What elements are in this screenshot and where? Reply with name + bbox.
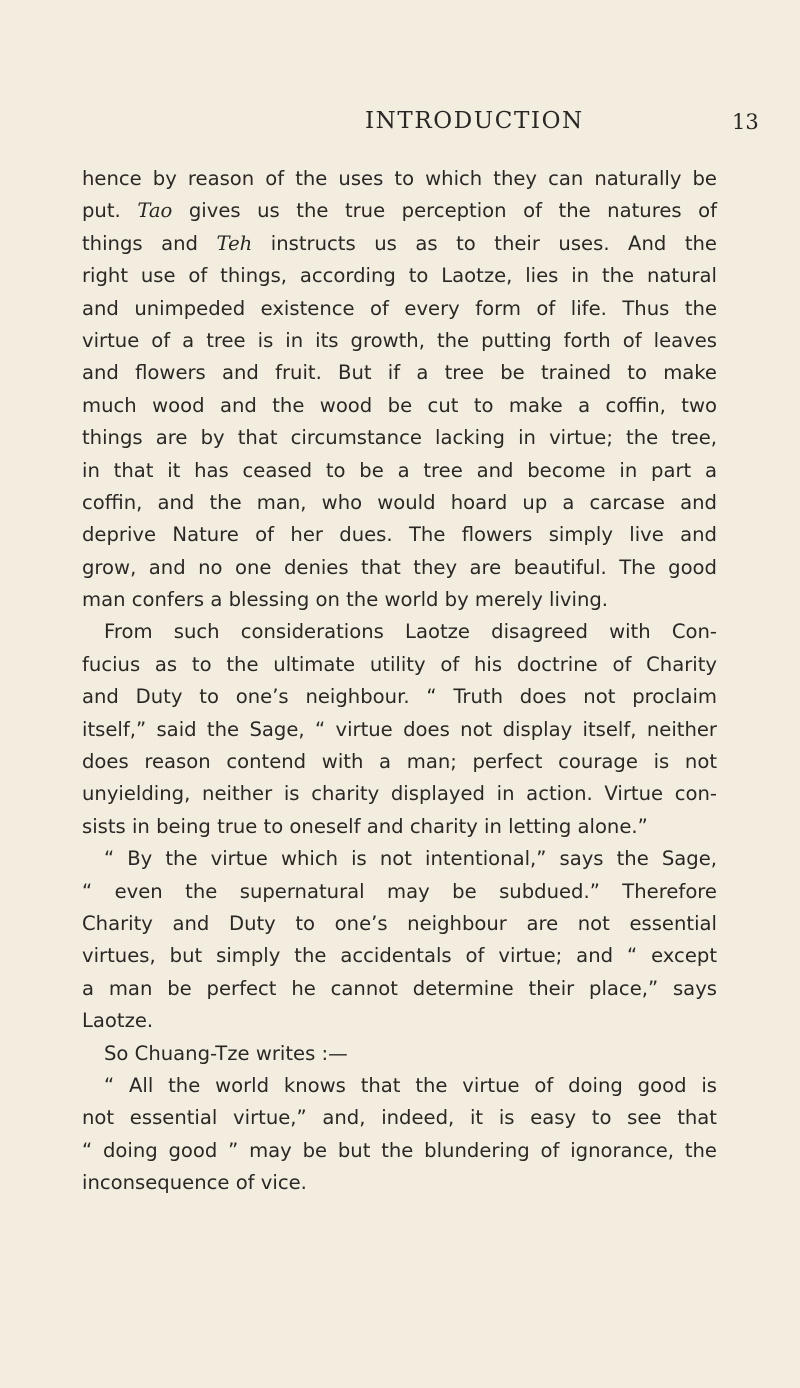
text-line: much wood and the wood be cut to make a coffin, two bbox=[82, 393, 717, 417]
text-line bbox=[82, 228, 717, 260]
text-line: virtues, but simply the accidentals of virtue; and “ except bbox=[82, 944, 717, 968]
text-line: From such considerations Laotze disagreed with Con- bbox=[104, 620, 717, 644]
text-segment: put. bbox=[82, 199, 121, 223]
text-line: and unimpeded existence of every form of life. Thus the bbox=[82, 296, 717, 320]
text-line: does reason contend with a man; perfect courage is not bbox=[82, 750, 717, 774]
page-number: 13 bbox=[732, 110, 759, 134]
running-title: INTRODUCTION bbox=[365, 108, 584, 134]
text-segment: gives us the true perception of the natures of bbox=[188, 199, 718, 223]
text-line: virtue of a tree is in its growth, the putting forth of leaves bbox=[82, 328, 717, 352]
text-line: grow, and no one denies that they are beautiful. The good bbox=[82, 555, 717, 579]
text-segment: things and bbox=[82, 231, 198, 255]
text-segment: instructs us as to their uses. And the bbox=[270, 231, 717, 255]
text-line: “ All the world knows that the virtue of doing good is bbox=[104, 1073, 717, 1097]
text-line: Charity and Duty to one’s neighbour are not essential bbox=[82, 911, 717, 935]
italic-term-teh: Teh bbox=[216, 231, 253, 255]
text-line: unyielding, neither is charity displayed in action. Virtue con- bbox=[82, 782, 717, 806]
text-line: in that it has ceased to be a tree and become in part a bbox=[82, 458, 717, 482]
text-line: Laotze. bbox=[82, 1009, 154, 1033]
text-line: “ doing good ” may be but the blundering of ignorance, the bbox=[82, 1138, 717, 1162]
text-line: and Duty to one’s neighbour. “ Truth does not proclaim bbox=[82, 685, 717, 709]
text-line: not essential virtue,” and, indeed, it is easy to see that bbox=[82, 1106, 717, 1130]
text-line: deprive Nature of her dues. The flowers simply live and bbox=[82, 523, 717, 547]
text-line bbox=[82, 195, 717, 227]
italic-term-tao: Tao bbox=[137, 199, 173, 223]
text-line: right use of things, according to Laotze, lies in the natural bbox=[82, 264, 717, 288]
text-line: a man be perfect he cannot determine their place,” says bbox=[82, 976, 717, 1000]
text-line: fucius as to the ultimate utility of his doctrine of Charity bbox=[82, 652, 717, 676]
text-line: itself,” said the Sage, “ virtue does not display itself, neither bbox=[82, 717, 717, 741]
text-line: “ even the supernatural may be subdued.” Therefore bbox=[82, 879, 717, 903]
text-line: hence by reason of the uses to which they can naturally be bbox=[82, 167, 717, 190]
text-line: things are by that circumstance lacking in virtue; the tree, bbox=[82, 426, 717, 450]
text-line: “ By the virtue which is not intentional,” says the Sage, bbox=[104, 847, 717, 871]
text-line: and flowers and fruit. But if a tree be trained to make bbox=[82, 361, 717, 385]
body-text bbox=[82, 163, 717, 1200]
text-line: inconsequence of vice. bbox=[82, 1171, 307, 1195]
text-line: coffin, and the man, who would hoard up a carcase and bbox=[82, 490, 717, 514]
text-line: So Chuang-Tze writes :— bbox=[104, 1041, 348, 1065]
text-line: man confers a blessing on the world by merely living. bbox=[82, 588, 609, 612]
text-line: sists in being true to oneself and charity in letting alone.” bbox=[82, 814, 648, 838]
